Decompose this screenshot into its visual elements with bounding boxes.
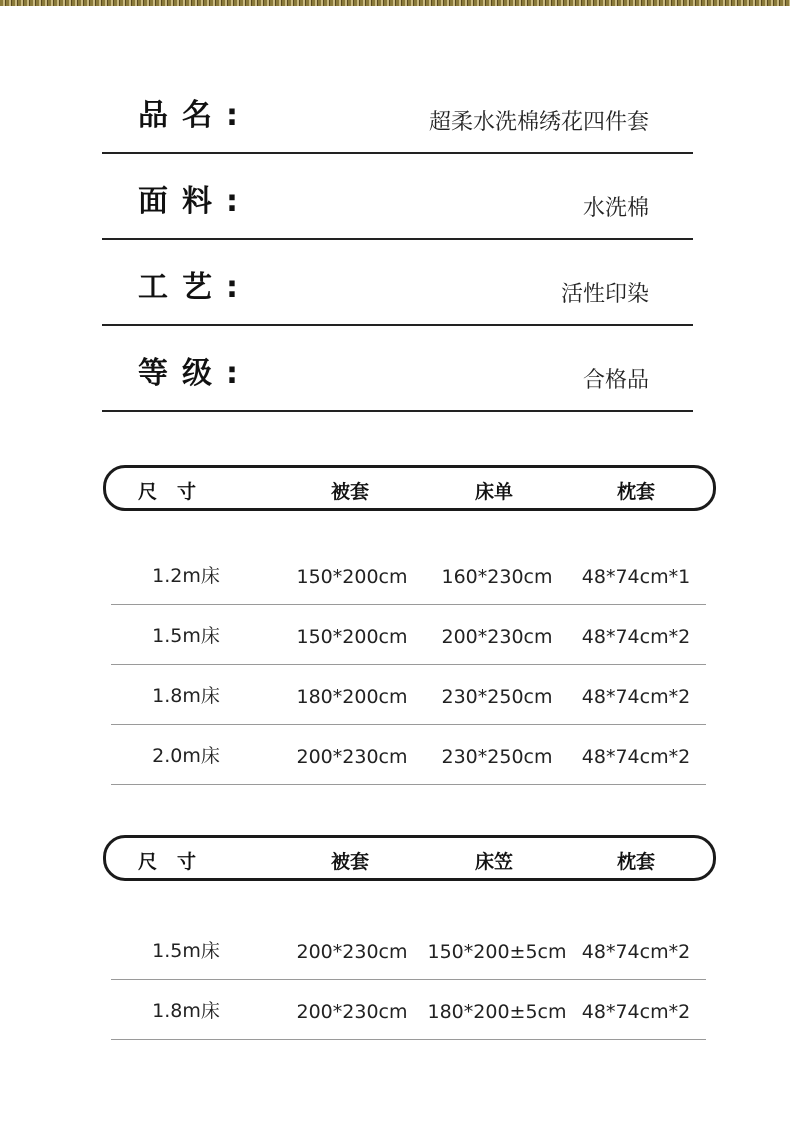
table-row	[111, 664, 706, 725]
cell-pillowcase: 48*74cm*2	[581, 1001, 691, 1023]
spec-value: 活性印染	[560, 282, 649, 307]
cell-size: 1.5m床	[152, 940, 220, 962]
table1-header-sheet: 床单	[474, 481, 514, 503]
cell-fitted-sheet: 180*200±5cm	[427, 1001, 567, 1023]
cell-duvet: 200*230cm	[296, 1001, 408, 1023]
cell-size: 1.8m床	[152, 1000, 220, 1022]
cell-duvet: 150*200cm	[296, 566, 408, 588]
cell-size: 1.5m床	[152, 625, 220, 647]
spec-row-craft	[102, 238, 693, 326]
spec-row-grade	[102, 324, 693, 412]
table2-header-duvet: 被套	[330, 851, 370, 873]
cell-sheet: 230*250cm	[441, 686, 553, 708]
decorative-top-border	[0, 0, 790, 6]
table2-header-pillowcase: 枕套	[616, 851, 656, 873]
cell-duvet: 150*200cm	[296, 626, 408, 648]
spec-label: 面料:	[138, 184, 252, 219]
cell-fitted-sheet: 150*200±5cm	[427, 941, 567, 963]
spec-row-fabric	[102, 152, 693, 240]
cell-size: 2.0m床	[152, 745, 220, 767]
cell-sheet: 160*230cm	[441, 566, 553, 588]
table1-header-duvet: 被套	[330, 481, 370, 503]
cell-duvet: 200*230cm	[296, 941, 408, 963]
cell-sheet: 200*230cm	[441, 626, 553, 648]
spec-label: 工艺:	[138, 270, 252, 305]
cell-pillowcase: 48*74cm*2	[581, 941, 691, 963]
cell-pillowcase: 48*74cm*2	[581, 686, 691, 708]
table2-header	[103, 835, 716, 881]
cell-pillowcase: 48*74cm*2	[581, 746, 691, 768]
cell-duvet: 180*200cm	[296, 686, 408, 708]
cell-size: 1.2m床	[152, 565, 220, 587]
spec-row-product-name	[102, 66, 693, 154]
table-row	[111, 544, 706, 605]
table-row	[111, 724, 706, 785]
spec-value: 水洗棉	[582, 196, 649, 221]
cell-duvet: 200*230cm	[296, 746, 408, 768]
spec-value: 合格品	[582, 368, 649, 393]
table1-header	[103, 465, 716, 511]
table1-header-pillowcase: 枕套	[616, 481, 656, 503]
spec-label: 等级:	[138, 356, 252, 391]
table-row	[111, 979, 706, 1040]
spec-label: 品名:	[138, 98, 252, 133]
cell-pillowcase: 48*74cm*1	[581, 566, 691, 588]
spec-value: 超柔水洗棉绣花四件套	[428, 110, 649, 135]
table1-header-size: 尺寸	[137, 481, 217, 503]
table2-header-fitted-sheet: 床笠	[474, 851, 514, 873]
cell-size: 1.8m床	[152, 685, 220, 707]
cell-pillowcase: 48*74cm*2	[581, 626, 691, 648]
cell-sheet: 230*250cm	[441, 746, 553, 768]
table2-header-size: 尺寸	[137, 851, 217, 873]
table-row	[111, 919, 706, 980]
table-row	[111, 604, 706, 665]
